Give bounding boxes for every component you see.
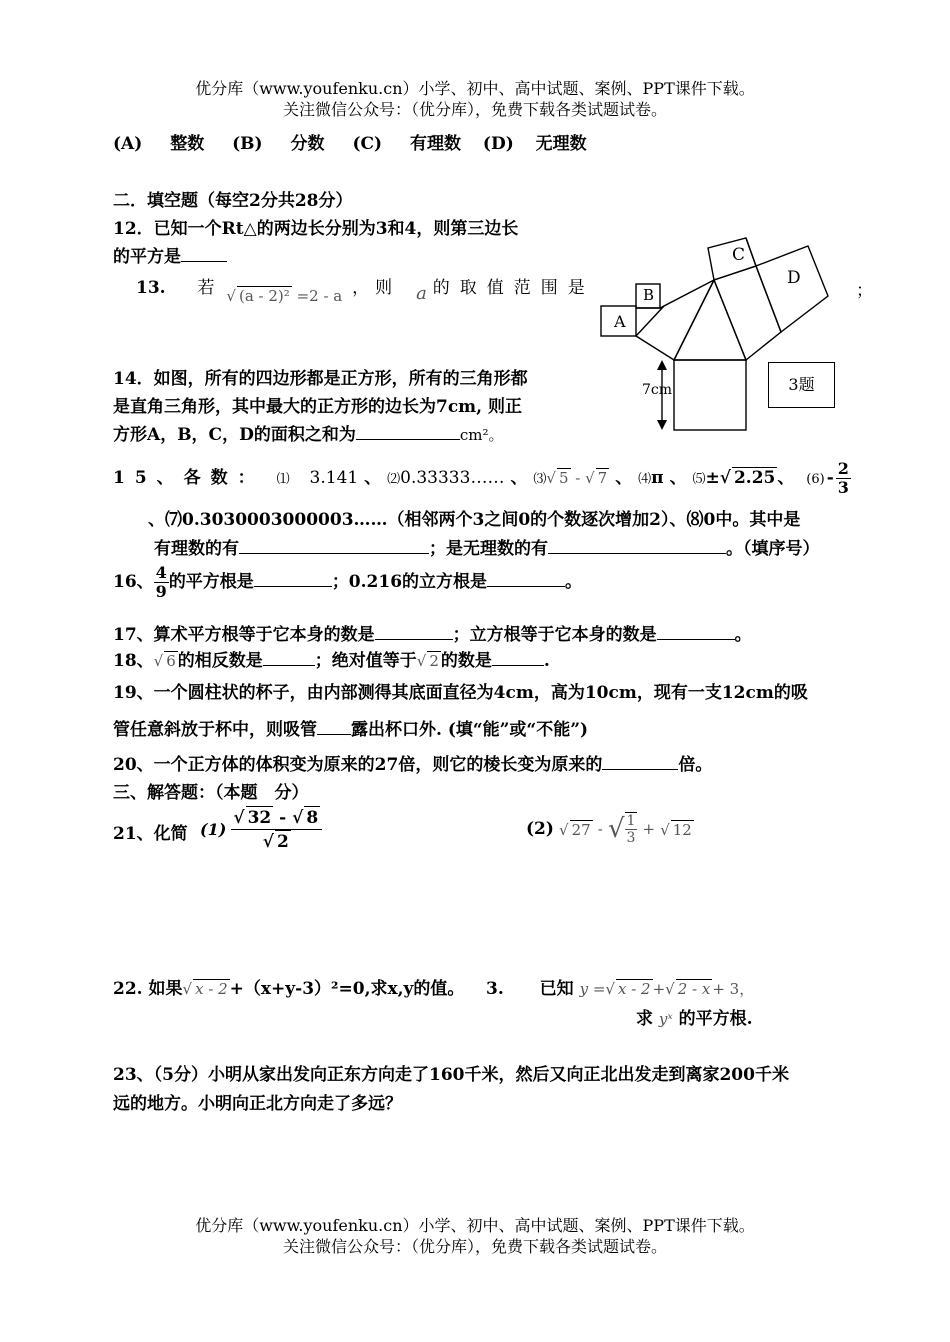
q13-radicand: (a - 2)² [238, 287, 290, 305]
q15-sep-5: 、 [777, 468, 795, 488]
q18-text-4: . [543, 651, 550, 671]
option-d-text: 无理数 [535, 134, 587, 154]
q17-line [113, 620, 752, 645]
q15-n1: ⑴ [276, 472, 290, 487]
option-b-text: 分数 [290, 134, 325, 154]
q17-text-3: 。 [734, 625, 752, 645]
q15-n6: (6) [806, 472, 825, 487]
label-b: B [643, 286, 655, 304]
q18-text-2: ；绝对值等于 [314, 651, 417, 671]
q16-text-3: 。 [565, 572, 583, 592]
q3-plus: + [652, 980, 666, 998]
q19-line-1: 19、一个圆柱状的杯子，由内部测得其底面直径为4cm，高为10cm，现有一支12cm的吸 [113, 683, 808, 703]
q15-sep-4: 、 [669, 468, 687, 488]
q15-v2: 0.33333…… [400, 468, 505, 488]
q21-lead: 21、化简 [113, 824, 188, 844]
q14-text: 方形A，B，C，D的面积之和为 [113, 425, 356, 445]
label-c: C [732, 245, 746, 265]
option-a-text: 整数 [170, 134, 205, 154]
q3-number: 3. [486, 979, 504, 999]
q15-v3a: 5 [558, 469, 569, 487]
q16-text-2: ；0.216的立方根是 [331, 572, 488, 592]
q3-ask-b: 的平方根. [678, 1009, 753, 1029]
q20-text-2: 倍。 [678, 755, 713, 775]
q15-rational-blank[interactable] [239, 538, 429, 554]
q18-root-1: 6 [166, 652, 176, 670]
q16-num: 4 [155, 563, 167, 582]
q21-e-op2: + [642, 820, 656, 838]
q18-text-1: 的相反数是 [177, 651, 263, 671]
q15-v4: π [651, 468, 664, 488]
q20-blank[interactable] [602, 754, 678, 770]
q19-line-2 [113, 715, 588, 740]
q15-line-1: 15、各数： ⑴ 3.141 、 ⑵0.33333…… 、 ⑶√ 5 - √ 7 、 ⑷π 、 ⑸±√ 2.25 、 (6) - $\frac{2}{3}$ [113, 459, 849, 497]
square-d [756, 246, 828, 332]
q12-answer-blank[interactable] [181, 246, 227, 262]
q21-fraction: $\frac{√ 32 - √ 8}{√ 2}$ [231, 806, 322, 853]
q17-blank-2[interactable] [657, 624, 735, 640]
q18-blank-1[interactable] [263, 650, 315, 666]
q14-line-2: 是直角三角形，其中最大的正方形的边长为7cm, 则正 [113, 397, 523, 417]
q15-v3b: 7 [597, 469, 608, 487]
q13-text-then: ，则 [352, 278, 399, 298]
q21-part-1 [200, 806, 322, 853]
q13-formula-rest: =2 - a [296, 287, 343, 305]
header-line-1: 优分库（www.youfenku.cn）小学、初中、高中试题、案例、PPT课件下载。 [195, 79, 755, 98]
q19-blank[interactable] [317, 719, 351, 735]
q11-options [113, 129, 587, 154]
header-line-2: 关注微信公众号：（优分库），免费下载各类试题试卷。 [282, 100, 667, 119]
q21-e-frac-num: 1 [626, 813, 636, 829]
q3-line-2 [636, 1004, 753, 1029]
q22-root: x - 2 [195, 980, 228, 998]
q13-line [136, 273, 595, 305]
option-d-label: (D) [482, 134, 514, 154]
q15-v1: 3.141 [309, 468, 359, 488]
q22-text: +（x+y-3）²=0,求x,y的值。 [229, 979, 465, 999]
q16-lead: 16、 [113, 572, 154, 592]
q3-known: 已知 [539, 979, 574, 999]
q20-text-1: 20、一个正方体的体积变为原来的27倍，则它的棱长变为原来的 [113, 755, 603, 775]
right-square [714, 266, 781, 360]
q15-irrational-blank[interactable] [548, 538, 726, 554]
footer-line-1: 优分库（www.youfenku.cn）小学、初中、高中试题、案例、PPT课件下载。 [195, 1216, 755, 1235]
q15-sep-1: 、 [364, 468, 382, 488]
q13-text-if: 若 [197, 278, 221, 298]
q15-sep-2: 、 [510, 468, 528, 488]
q13-variable: a [416, 283, 427, 304]
q15-irrational-label: ；是无理数的有 [429, 539, 548, 559]
q15-n2: ⑵ [387, 472, 401, 487]
q21-part-2: (2) √ 27 - √ $\frac{1}{3}$ + √ 12 [526, 813, 692, 846]
q21-num-op: - [279, 808, 287, 828]
label-a: A [614, 312, 626, 331]
q16-fraction [154, 564, 169, 601]
q16-den: 9 [155, 582, 167, 601]
section-3-title: 三、解答题：（本题 分） [113, 783, 309, 803]
q12-text: 的平方是 [113, 247, 181, 267]
option-a-label: (A) [113, 134, 143, 154]
q16-blank-2[interactable] [487, 571, 565, 587]
q15-line-3 [154, 534, 820, 559]
q14-answer-blank[interactable] [356, 424, 460, 440]
q13-formula: √ (a - 2)² =2 - a [226, 287, 343, 305]
q15-n3: ⑶ [533, 472, 547, 487]
q15-v6-den: 3 [837, 478, 849, 497]
label-d: D [787, 268, 801, 288]
q19-text-2: 露出杯口外. (填“能”或“不能”) [351, 720, 589, 740]
q15-v5: 2.25 [733, 468, 776, 488]
q18-blank-2[interactable] [492, 650, 544, 666]
q22-lead: 22. 如果 [113, 979, 183, 999]
q15-lead: 15、各数： [113, 468, 265, 488]
q22-line: 22. 如果√ x - 2 +（x+y-3）²=0,求x,y的值。 [113, 979, 465, 999]
footer-line-2: 关注微信公众号：（优分库），免费下载各类试题试卷。 [282, 1237, 667, 1256]
q15-fill-hint: 。（填序号） [726, 539, 820, 559]
q21-e-frac-den: 3 [626, 830, 636, 846]
q3-formula-lhs: y = [579, 980, 606, 998]
q23-line-1: 23、（5分）小明从家出发向正东方向走了160千米，然后又向正北出发走到离家200千米 [113, 1065, 789, 1085]
q3-tail: + 3， [712, 980, 755, 998]
q15-sep-3: 、 [615, 468, 633, 488]
q13-end: ； [856, 281, 873, 301]
q17-text-1: 17、算术平方根等于它本身的数是 [113, 625, 375, 645]
q15-v6-num: 2 [837, 459, 849, 478]
q16-line [113, 564, 582, 601]
q13-number: 13. [136, 278, 166, 298]
q18-text-3: 的数是 [440, 651, 492, 671]
option-b-label: (B) [232, 134, 263, 154]
q3-root-2: 2 - x [677, 980, 711, 998]
q3-ask-a: 求 [636, 1009, 653, 1029]
q21-e-frac [625, 812, 638, 846]
section-2-title: 二．填空题（每空2分共28分） [113, 191, 353, 211]
main-triangle [674, 280, 746, 360]
q21-num-b: 8 [306, 808, 319, 828]
q18-lead: 18、 [113, 651, 154, 671]
q15-n5: ⑸ [692, 472, 706, 487]
figure-caption-box: 3题 [768, 362, 835, 408]
q21-p2: (2) [526, 819, 554, 839]
q15-line-2: 、⑺0.3030003000003……（相邻两个3之间0的个数逐次增加2）、⑻0中。其中是 [148, 510, 801, 530]
q15-v6-fraction [836, 460, 851, 497]
option-c-label: (C) [352, 134, 383, 154]
q3-line-1: 3. 已知 y =√ x - 2 +√ 2 - x + 3， [486, 979, 755, 999]
q21-p1: (1) [200, 820, 227, 839]
q12-line-1: 12．已知一个Rt△的两边长分别为3和4，则第三边长 [113, 219, 519, 239]
q18-line: 18、√ 6 的相反数是 ；绝对值等于√ 2 的数是 . [113, 651, 550, 671]
q21-num-a: 32 [247, 808, 272, 828]
q21-e-a: 27 [571, 820, 591, 839]
q15-n4: ⑷ [638, 472, 652, 487]
q14-line-1: 14．如图，所有的四边形都是正方形，所有的三角形都 [113, 369, 528, 389]
q3-ask-var: yˣ [658, 1010, 673, 1028]
q16-blank-1[interactable] [254, 571, 332, 587]
q14-unit: cm²。 [459, 426, 504, 444]
q15-rational-label: 有理数的有 [154, 539, 239, 559]
side-length-label: 7cm [642, 382, 673, 398]
q21-den: 2 [276, 832, 289, 852]
option-c-text: 有理数 [409, 134, 461, 154]
q21-e-op1: - [597, 820, 603, 838]
q17-blank-1[interactable] [375, 624, 453, 640]
q21-e-b: 12 [672, 820, 692, 839]
q23-line-2: 远的地方。小明向正北方向走了多远？ [113, 1094, 402, 1114]
q20-line [113, 750, 712, 775]
q18-root-2: 2 [429, 652, 439, 670]
q13-text-range: 的取值范围是 [432, 278, 595, 298]
q19-text-1: 管任意斜放于杯中，则吸管 [113, 720, 317, 740]
q16-text-1: 的平方根是 [168, 572, 254, 592]
q17-text-2: ；立方根等于它本身的数是 [452, 625, 657, 645]
q3-root-1: x - 2 [617, 980, 651, 998]
largest-square [674, 360, 746, 430]
q14-line-3 [113, 420, 503, 445]
q12-line-2 [113, 242, 227, 267]
